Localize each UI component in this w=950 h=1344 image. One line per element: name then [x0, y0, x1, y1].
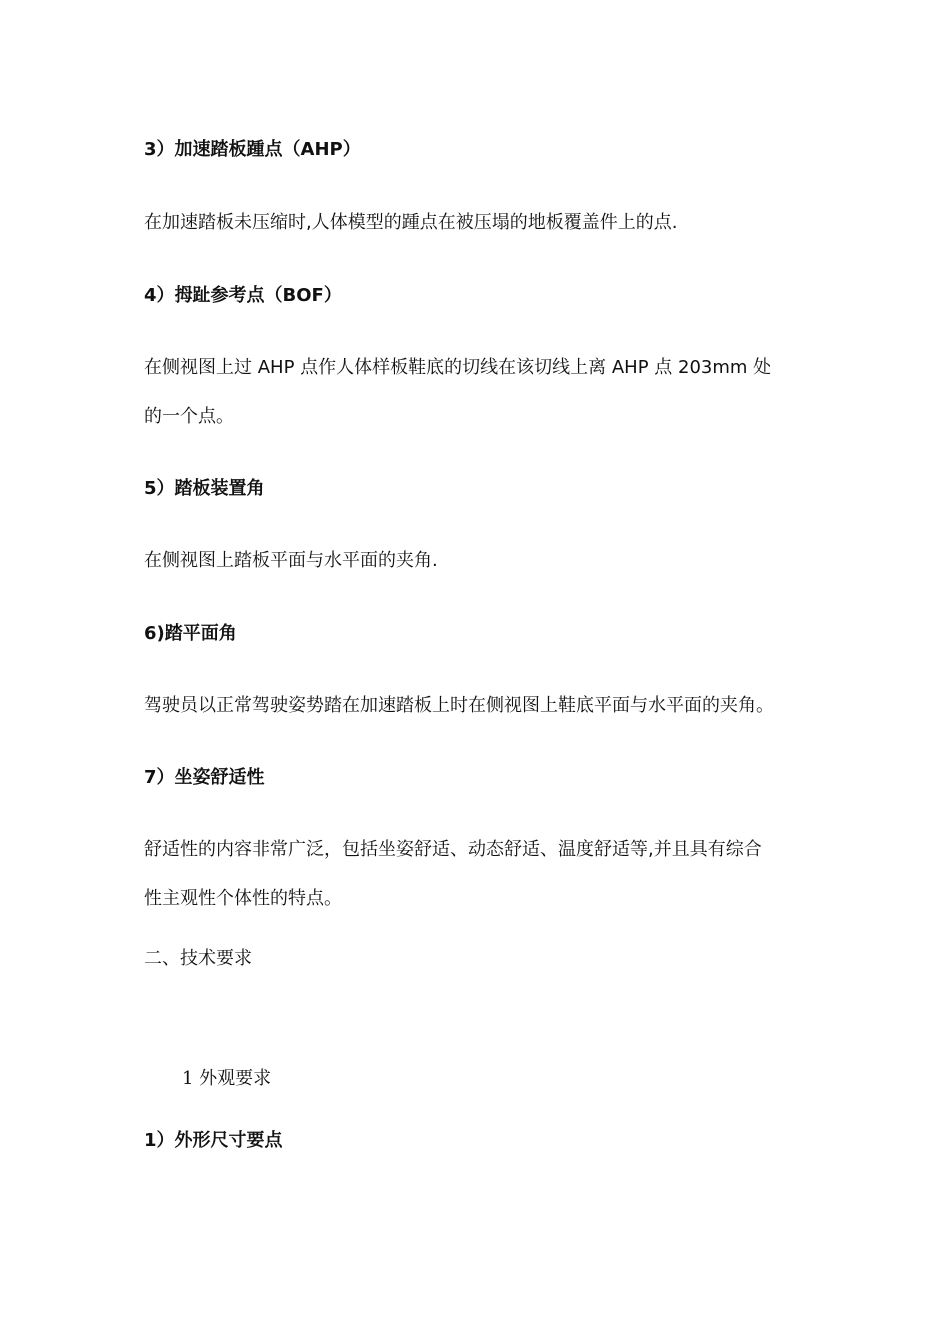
heading-ahp: 3）加速踏板踵点（AHP） [144, 139, 361, 160]
heading-pedal-angle: 5）踏板装置角 [144, 478, 265, 499]
paragraph-bof-line1: 在侧视图上过 AHP 点作人体样板鞋底的切线在该切线上离 AHP 点 203mm 处 [144, 357, 772, 378]
paragraph-bof-line2: 的一个点。 [144, 406, 234, 427]
heading-bof: 4）拇趾参考点（BOF） [144, 285, 342, 306]
heading-dimensions: 1）外形尺寸要点 [144, 1130, 283, 1151]
paragraph-comfort-line1: 舒适性的内容非常广泛，包括坐姿舒适、动态舒适、温度舒适等,并且具有综合 [144, 839, 762, 860]
paragraph-foot-angle: 驾驶员以正常驾驶姿势踏在加速踏板上时在侧视图上鞋底平面与水平面的夹角。 [144, 695, 774, 716]
paragraph-comfort-line2: 性主观性个体性的特点。 [144, 888, 342, 909]
section-title-technical-requirements: 二、技术要求 [144, 948, 252, 969]
paragraph-pedal-angle: 在侧视图上踏板平面与水平面的夹角. [144, 550, 438, 571]
paragraph-ahp: 在加速踏板未压缩时,人体模型的踵点在被压塌的地板覆盖件上的点. [144, 212, 678, 233]
heading-foot-angle: 6)踏平面角 [144, 623, 237, 644]
heading-comfort: 7）坐姿舒适性 [144, 767, 265, 788]
subsection-title-appearance: 1 外观要求 [182, 1068, 272, 1089]
